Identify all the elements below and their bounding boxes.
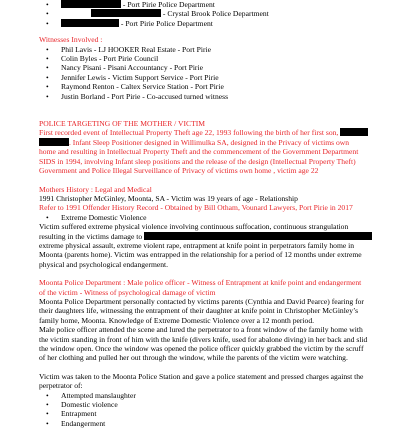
moonta-line: of her clothing and pulled her out through the window, while the parents of the victim were watching. [39, 353, 348, 363]
targeting-line: home and resulting in Intellectual Property Theft and the commencement of the Government Department [39, 147, 359, 157]
redaction-block [91, 9, 161, 17]
redaction-block [144, 232, 372, 240]
witness-item: • Raymond Renton - Caltex Service Station - Port Pirie [39, 82, 394, 91]
redaction-block [39, 138, 69, 146]
history-bullet-list [39, 213, 394, 222]
targeting-line: . Infant Sleep Positioner designed in Willimulka SA, designed in the Privacy of victims own [39, 138, 394, 147]
witness-item: • Nancy Pisani - Pisani Accountancy - Port Pirie [39, 63, 394, 72]
history-line: Moonta (parents home). Victim was entrapped in the relationship for a period of 12 months under extreme [39, 250, 362, 260]
moonta-section [39, 278, 394, 363]
targeting-line: SIDS in 1994, involving Infant sleep positions and the release of the design (Intellectual Property Theft) [39, 156, 356, 166]
targeting-line: First recorded event of Intellectual Property Theft age 22, 1993 following the birth of her first son, [39, 128, 394, 137]
moonta-line: their daughters life, witnessing the entrapment of their daughter at knife point in Christopher McGinley’s [39, 306, 359, 316]
redaction-block [61, 19, 119, 27]
witnesses-heading: Witnesses Involved : [39, 35, 103, 45]
witness-item: • Phil Lavis - LJ HOOKER Real Estate - Port Pirie [39, 45, 394, 54]
history-line: extreme physical assault, extreme violent rape, entrapment at knife point in perpetrators family home in [39, 240, 355, 250]
department-list [39, 0, 394, 28]
charge-item: • Attempted manslaughter [39, 391, 394, 400]
history-line: 1991 Christopher McGinley, Moonta, SA - Victim was 19 years of age - Relationship [39, 193, 298, 203]
moonta-heading: of the victim - Witness of psychological damage of victim [39, 287, 216, 297]
witnesses-section [39, 35, 394, 101]
moonta-line: the victim standing in front of him with the knife (divers knife, used for abalone diving) in her back and slid [39, 334, 368, 344]
redaction-block [61, 0, 121, 8]
targeting-heading: POLICE TARGETING OF THE MOTHER / VICTIM [39, 119, 206, 129]
moonta-heading: Moonta Police Department : Male police officer - Witness of Entrapment at knife point and endangerment [39, 278, 362, 288]
history-line: resulting in the victims damage to [39, 232, 394, 241]
station-line: Victim was taken to the Moonta Police Station and gave a police statement and pressed charges against the [39, 371, 364, 381]
charge-item: • Entrapment [39, 409, 394, 418]
targeting-line: Government and Police Illegal Surveillance of Privacy of victims own home , victim age 22 [39, 166, 319, 176]
list-item: • - Port Pirie Police Department [39, 0, 394, 9]
moonta-line: Moonta Police Department personally contacted by victims parents (Cynthia and David Pearce) fearing for [39, 296, 364, 306]
station-line: perpetrator of: [39, 381, 83, 391]
moonta-line: family home, Moonta. Knowledge of Extreme Domestic Violence over a 12 month period. [39, 315, 315, 325]
history-line: Victim suffered extreme physical violence involving continuous suffocation, continuous strangulation [39, 222, 349, 232]
list-item: • - Crystal Brook Police Department [39, 9, 394, 18]
witness-item: • Colin Byles - Port Pirie Council [39, 54, 394, 63]
charge-item: • Endangerment [39, 419, 394, 428]
witnesses-list [39, 45, 394, 101]
history-line: Refer to 1991 Offender History Record - Obtained by Bill Otham, Vounard Lawyers, Port Pirie in 2017 [39, 203, 353, 213]
charges-list [39, 391, 394, 428]
charge-item: • Domestic violence [39, 400, 394, 409]
list-item: • Extreme Domestic Violence [39, 213, 394, 222]
witness-item: • Jennifer Lewis - Victim Support Service - Port Pirie [39, 73, 394, 82]
history-line: physical and psychological endangerment. [39, 259, 169, 269]
moonta-line: Male police officer attended the scene and lured the perpetrator to a front window of the family home with [39, 325, 363, 335]
mothers-history-section [39, 185, 394, 270]
mothers-history-heading: Mothers History : Legal and Medical [39, 184, 152, 194]
witness-item: • Justin Borland - Port Pirie - Co-accused turned witness [39, 92, 394, 101]
targeting-section [39, 119, 394, 175]
moonta-line: the window open. Once the window was opened the police officer quickly grabbed the victim by the scruff [39, 344, 364, 353]
redaction-block [340, 128, 368, 136]
list-item: • - Port Pirie Police Department [39, 19, 394, 28]
